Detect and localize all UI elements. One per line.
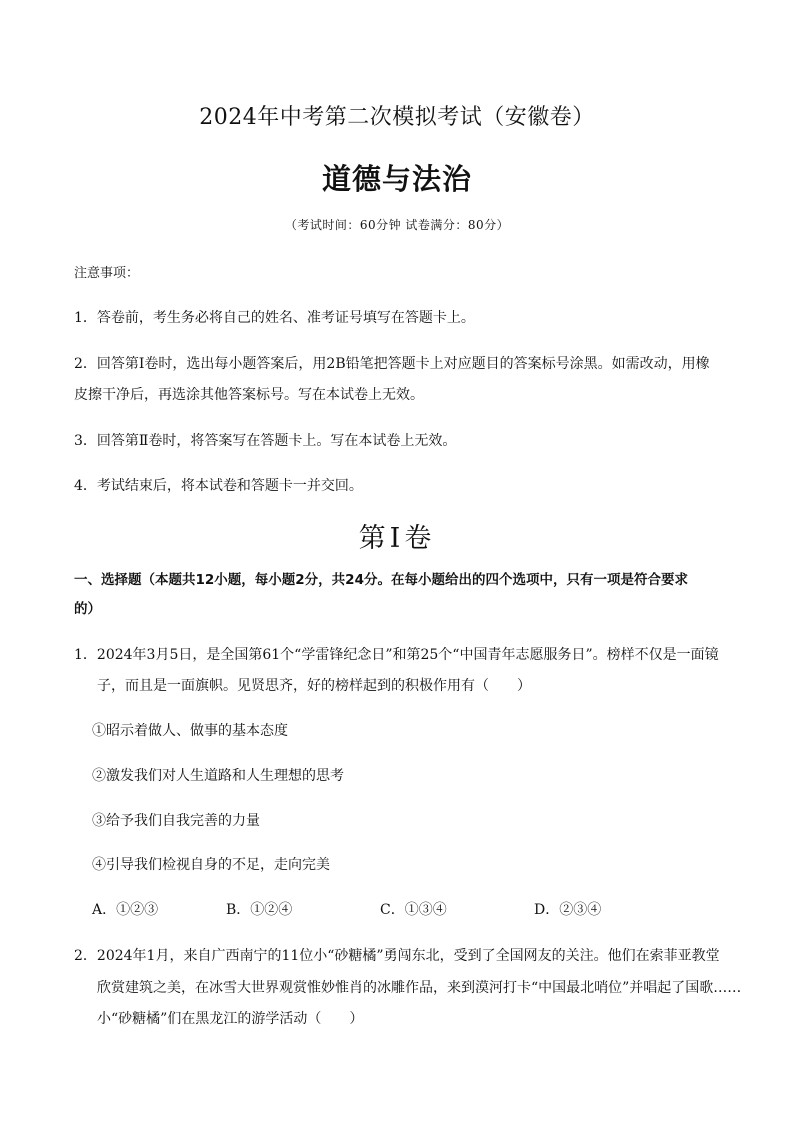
- note-item-2-cont: 皮擦干净后，再选涂其他答案标号。写在本试卷上无效。: [74, 387, 424, 403]
- section-title: 第Ⅰ卷: [358, 523, 436, 554]
- exam-title: 2024年中考第二次模拟考试（安徽卷）: [199, 105, 595, 130]
- note-item-4: 4．考试结束后，将本试卷和答题卡一并交回。: [74, 478, 363, 494]
- question-1-statement-2: ②激发我们对人生道路和人生理想的思考: [92, 768, 344, 784]
- question-1-statement-4: ④引导我们检视自身的不足，走向完美: [92, 857, 330, 873]
- question-1-choice-b: B．①②④: [226, 902, 293, 918]
- note-item-1: 1．答卷前，考生务必将自己的姓名、准考证号填写在答题卡上。: [74, 310, 475, 326]
- notes-heading: 注意事项：: [74, 266, 140, 281]
- question-2-stem-cont-2: 小“砂糖橘”们在黑龙江的游学活动（ ）: [97, 1011, 364, 1027]
- question-2-stem: 2．2024年1月，来自广西南宁的11位小“砂糖橘”勇闯东北，受到了全国网友的关注。他们在索菲亚教堂: [74, 948, 720, 964]
- question-1-choice-c: C．①③④: [380, 902, 447, 918]
- question-1-stem-cont: 子，而且是一面旗帜。见贤思齐，好的榜样起到的积极作用有（ ）: [97, 678, 531, 694]
- question-1-choice-a: A．①②③: [92, 902, 159, 918]
- question-1-statement-3: ③给予我们自我完善的力量: [92, 813, 260, 829]
- question-2-stem-cont: 欣赏建筑之美，在冰雪大世界观赏惟妙惟肖的冰雕作品，来到漠河打卡“中国最北哨位”并唱起了国歌……: [97, 980, 742, 996]
- section-instruction: 一、选择题（本题共12小题，每小题2分，共24分。在每小题给出的四个选项中，只有一项是符合要求: [74, 572, 688, 588]
- question-1-stem: 1．2024年3月5日，是全国第61个“学雷锋纪念日”和第25个“中国青年志愿服务日”。榜样不仅是一面镜: [74, 647, 719, 663]
- exam-time-info: （考试时间：60分钟 试卷满分：80分）: [284, 218, 510, 232]
- question-1-choice-d: D．②③④: [534, 902, 602, 918]
- subject-title: 道德与法治: [321, 162, 472, 196]
- note-item-2: 2．回答第Ⅰ卷时，选出每小题答案后，用2B铅笔把答题卡上对应题目的答案标号涂黑。如需改动，用橡: [74, 356, 710, 372]
- question-1-statement-1: ①昭示着做人、做事的基本态度: [92, 723, 288, 739]
- section-instruction-cont: 的）: [74, 601, 101, 617]
- note-item-3: 3．回答第Ⅱ卷时，将答案写在答题卡上。写在本试卷上无效。: [74, 433, 457, 449]
